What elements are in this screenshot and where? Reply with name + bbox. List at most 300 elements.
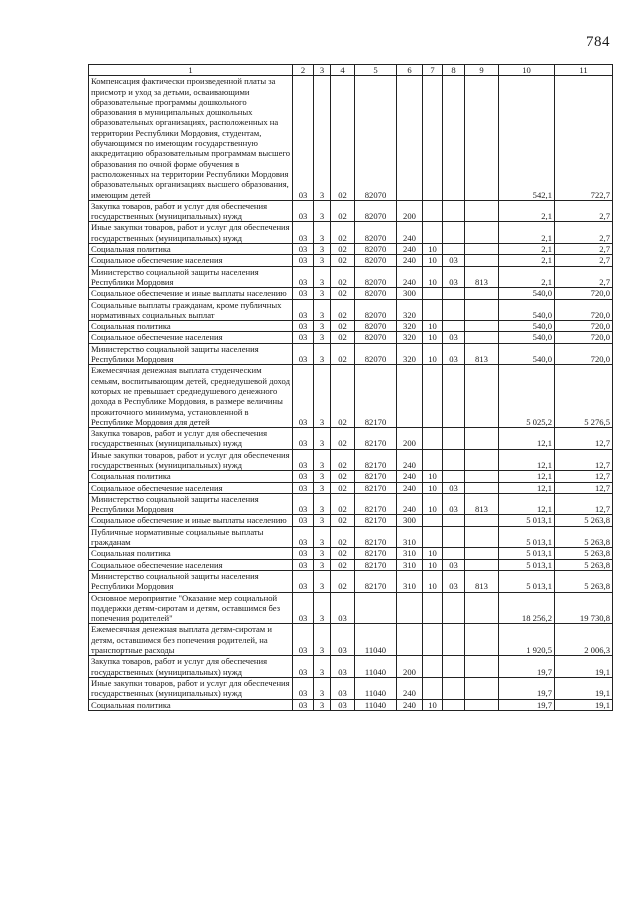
amount-cell: 12,1 [499,449,555,471]
code-cell: 03 [293,299,314,321]
amount-cell: 1 920,5 [499,624,555,656]
table-row [89,493,613,515]
table-row [89,266,613,288]
code-cell [443,76,465,201]
code-cell: 03 [293,321,314,332]
code-cell [465,471,499,482]
code-cell [443,656,465,678]
table-row [89,570,613,592]
code-cell: 3 [314,471,331,482]
code-cell [443,222,465,244]
amount-cell: 5 013,1 [499,570,555,592]
code-cell: 3 [314,592,331,624]
item-name-cell: Министерство социальной защиты населения Республики Мордовия [89,493,293,515]
item-name-cell: Иные закупки товаров, работ и услуг для обеспечения государственных (муниципальных) нужд [89,449,293,471]
code-cell: 02 [331,515,355,526]
code-cell: 03 [443,570,465,592]
item-name-cell: Социальная политика [89,471,293,482]
code-cell: 03 [331,624,355,656]
code-cell [423,428,443,450]
amount-cell: 5 013,1 [499,559,555,570]
code-cell: 200 [397,200,423,222]
code-cell [355,592,397,624]
amount-cell: 542,1 [499,76,555,201]
item-name-cell: Социальная политика [89,548,293,559]
code-cell: 03 [443,482,465,493]
item-name-cell: Компенсация фактически произведенной платы за присмотр и уход за детьми, осваивающими образовательные программы дошкольного образования в муниципальных дошкольных образовательных организациях, расположенных на территории Республики Мордовия, студентам, обучающимся по имеющим государственную аккредитацию образовательным программам высшего образования по очной форме обучения в расположенных на территории Республики Мордовия образовательных организациях высшего образования, имеющим детей [89,76,293,201]
table-row [89,482,613,493]
code-cell: 82070 [355,288,397,299]
table-row [89,449,613,471]
column-header: 5 [355,65,397,76]
code-cell [443,365,465,428]
item-name-cell: Ежемесячная денежная выплата студенческим семьям, воспитывающим детей, среднедушевой доход которых не превышает среднедушевого денежного дохода в Республике Мордовия, в размере величины прожиточного минимума, установленной в Республике Мордовия для детей [89,365,293,428]
code-cell: 3 [314,624,331,656]
code-cell: 03 [443,332,465,343]
code-cell: 310 [397,548,423,559]
code-cell: 3 [314,200,331,222]
code-cell [443,200,465,222]
code-cell [465,299,499,321]
code-cell: 300 [397,288,423,299]
code-cell: 10 [423,321,443,332]
amount-cell: 2,7 [555,222,613,244]
code-cell [397,592,423,624]
code-cell: 82170 [355,471,397,482]
amount-cell: 720,0 [555,343,613,365]
code-cell [423,515,443,526]
code-cell [443,244,465,255]
code-cell [465,699,499,710]
code-cell: 3 [314,266,331,288]
code-cell: 240 [397,699,423,710]
code-cell [465,526,499,548]
code-cell: 240 [397,244,423,255]
code-cell: 813 [465,343,499,365]
code-cell [423,299,443,321]
column-header: 9 [465,65,499,76]
item-name-cell: Закупка товаров, работ и услуг для обеспечения государственных (муниципальных) нужд [89,200,293,222]
code-cell: 03 [293,471,314,482]
table-row [89,365,613,428]
item-name-cell: Основное мероприятие "Оказание мер социальной поддержки детям-сиротам и детям, оставшимся без попечения родителей" [89,592,293,624]
amount-cell: 5 263,8 [555,548,613,559]
code-cell: 3 [314,365,331,428]
code-cell: 240 [397,255,423,266]
code-cell: 02 [331,222,355,244]
code-cell: 02 [331,299,355,321]
code-cell: 320 [397,343,423,365]
amount-cell: 540,0 [499,321,555,332]
amount-cell: 19,1 [555,699,613,710]
code-cell: 03 [293,76,314,201]
code-cell: 3 [314,255,331,266]
amount-cell: 5 263,8 [555,570,613,592]
code-cell [465,428,499,450]
code-cell: 3 [314,332,331,343]
code-cell: 03 [293,332,314,343]
code-cell: 11040 [355,656,397,678]
code-cell: 82170 [355,570,397,592]
code-cell: 03 [293,222,314,244]
table-row [89,200,613,222]
table-row [89,321,613,332]
amount-cell: 2 006,3 [555,624,613,656]
column-header: 1 [89,65,293,76]
code-cell: 82170 [355,559,397,570]
code-cell: 82070 [355,266,397,288]
code-cell: 320 [397,332,423,343]
code-cell [465,559,499,570]
amount-cell: 19,7 [499,699,555,710]
table-row [89,526,613,548]
code-cell: 240 [397,266,423,288]
code-cell: 3 [314,656,331,678]
code-cell: 3 [314,321,331,332]
item-name-cell: Министерство социальной защиты населения Республики Мордовия [89,570,293,592]
code-cell: 10 [423,493,443,515]
column-header: 3 [314,65,331,76]
page-number: 784 [586,34,610,50]
code-cell: 200 [397,656,423,678]
code-cell [465,548,499,559]
code-cell: 03 [293,677,314,699]
amount-cell: 5 276,5 [555,365,613,428]
code-cell: 200 [397,428,423,450]
code-cell [423,677,443,699]
table-row [89,592,613,624]
item-name-cell: Закупка товаров, работ и услуг для обеспечения государственных (муниципальных) нужд [89,428,293,450]
code-cell: 02 [331,471,355,482]
amount-cell: 5 025,2 [499,365,555,428]
code-cell: 3 [314,515,331,526]
code-cell [443,677,465,699]
code-cell: 3 [314,699,331,710]
code-cell: 02 [331,526,355,548]
code-cell: 03 [293,244,314,255]
item-name-cell: Публичные нормативные социальные выплаты гражданам [89,526,293,548]
code-cell [423,592,443,624]
code-cell: 03 [293,592,314,624]
code-cell: 10 [423,471,443,482]
code-cell: 03 [331,677,355,699]
code-cell [443,526,465,548]
code-cell: 03 [293,624,314,656]
code-cell: 02 [331,343,355,365]
code-cell: 813 [465,266,499,288]
code-cell: 82070 [355,76,397,201]
amount-cell: 19 730,8 [555,592,613,624]
code-cell: 3 [314,548,331,559]
code-cell [465,288,499,299]
table-row [89,515,613,526]
table-row [89,656,613,678]
amount-cell: 720,0 [555,288,613,299]
code-cell [397,76,423,201]
code-cell [443,471,465,482]
code-cell: 3 [314,677,331,699]
table-header-row [89,65,613,76]
code-cell: 240 [397,471,423,482]
code-cell: 02 [331,266,355,288]
item-name-cell: Министерство социальной защиты населения Республики Мордовия [89,343,293,365]
code-cell: 03 [293,559,314,570]
code-cell: 03 [293,699,314,710]
item-name-cell: Социальное обеспечение населения [89,255,293,266]
item-name-cell: Социальное обеспечение и иные выплаты населению [89,515,293,526]
code-cell: 03 [293,288,314,299]
amount-cell: 2,7 [555,266,613,288]
table-row [89,343,613,365]
code-cell: 10 [423,332,443,343]
amount-cell: 5 263,8 [555,526,613,548]
code-cell: 300 [397,515,423,526]
code-cell [397,365,423,428]
item-name-cell: Закупка товаров, работ и услуг для обеспечения государственных (муниципальных) нужд [89,656,293,678]
amount-cell: 720,0 [555,299,613,321]
code-cell: 02 [331,321,355,332]
amount-cell: 722,7 [555,76,613,201]
code-cell [465,76,499,201]
code-cell: 3 [314,559,331,570]
item-name-cell: Социальная политика [89,244,293,255]
code-cell [465,244,499,255]
table-row [89,624,613,656]
code-cell [423,656,443,678]
column-header: 7 [423,65,443,76]
code-cell: 82170 [355,482,397,493]
code-cell: 3 [314,428,331,450]
item-name-cell: Социальная политика [89,699,293,710]
code-cell [465,255,499,266]
code-cell: 03 [293,526,314,548]
code-cell: 10 [423,266,443,288]
code-cell: 3 [314,449,331,471]
code-cell: 03 [293,482,314,493]
code-cell [465,592,499,624]
code-cell: 03 [293,266,314,288]
code-cell: 03 [293,570,314,592]
code-cell: 82070 [355,299,397,321]
code-cell: 02 [331,493,355,515]
code-cell: 82070 [355,343,397,365]
code-cell: 03 [293,343,314,365]
code-cell: 3 [314,482,331,493]
amount-cell: 720,0 [555,332,613,343]
item-name-cell: Министерство социальной защиты населения Республики Мордовия [89,266,293,288]
code-cell [443,592,465,624]
code-cell [465,677,499,699]
code-cell: 03 [331,592,355,624]
amount-cell: 2,1 [499,266,555,288]
code-cell: 3 [314,222,331,244]
code-cell: 3 [314,244,331,255]
table-row [89,288,613,299]
code-cell: 320 [397,321,423,332]
code-cell [423,222,443,244]
code-cell: 02 [331,365,355,428]
column-header: 11 [555,65,613,76]
code-cell: 03 [293,656,314,678]
code-cell: 813 [465,570,499,592]
code-cell: 10 [423,255,443,266]
code-cell: 82070 [355,222,397,244]
code-cell: 02 [331,559,355,570]
code-cell: 11040 [355,624,397,656]
code-cell: 02 [331,255,355,266]
code-cell: 03 [293,200,314,222]
code-cell [443,699,465,710]
code-cell: 03 [331,699,355,710]
code-cell [423,365,443,428]
amount-cell: 12,1 [499,428,555,450]
amount-cell: 19,1 [555,677,613,699]
code-cell [465,449,499,471]
code-cell: 03 [293,493,314,515]
code-cell: 813 [465,493,499,515]
code-cell: 02 [331,76,355,201]
code-cell [423,76,443,201]
code-cell: 11040 [355,677,397,699]
amount-cell: 12,7 [555,471,613,482]
amount-cell: 5 263,8 [555,559,613,570]
code-cell: 10 [423,482,443,493]
amount-cell: 5 013,1 [499,526,555,548]
column-header: 4 [331,65,355,76]
code-cell: 240 [397,482,423,493]
code-cell: 240 [397,449,423,471]
code-cell: 03 [443,343,465,365]
code-cell: 3 [314,299,331,321]
amount-cell: 540,0 [499,332,555,343]
item-name-cell: Социальное обеспечение населения [89,559,293,570]
code-cell: 240 [397,222,423,244]
amount-cell: 540,0 [499,288,555,299]
code-cell: 82170 [355,493,397,515]
amount-cell: 2,1 [499,222,555,244]
code-cell: 82070 [355,321,397,332]
code-cell [443,624,465,656]
item-name-cell: Ежемесячная денежная выплата детям-сиротам и детям, оставшимся без попечения родителей, на транспортные расходы [89,624,293,656]
code-cell: 02 [331,428,355,450]
column-header: 10 [499,65,555,76]
table-row [89,222,613,244]
amount-cell: 2,7 [555,255,613,266]
code-cell: 03 [443,266,465,288]
table-row [89,699,613,710]
amount-cell: 19,1 [555,656,613,678]
item-name-cell: Иные закупки товаров, работ и услуг для обеспечения государственных (муниципальных) нужд [89,222,293,244]
item-name-cell: Социальная политика [89,321,293,332]
code-cell: 02 [331,288,355,299]
code-cell [423,200,443,222]
code-cell: 10 [423,343,443,365]
code-cell: 11040 [355,699,397,710]
table-row [89,244,613,255]
code-cell: 3 [314,526,331,548]
amount-cell: 12,7 [555,493,613,515]
amount-cell: 540,0 [499,343,555,365]
column-header: 2 [293,65,314,76]
amount-cell: 540,0 [499,299,555,321]
code-cell: 3 [314,570,331,592]
code-cell: 320 [397,299,423,321]
code-cell: 240 [397,493,423,515]
code-cell [423,449,443,471]
item-name-cell: Социальное обеспечение населения [89,482,293,493]
column-header: 8 [443,65,465,76]
code-cell [423,624,443,656]
amount-cell: 12,1 [499,493,555,515]
code-cell: 10 [423,244,443,255]
item-name-cell: Социальное обеспечение и иные выплаты населению [89,288,293,299]
amount-cell: 5 013,1 [499,515,555,526]
code-cell [465,656,499,678]
table-row [89,76,613,201]
amount-cell: 12,7 [555,449,613,471]
code-cell: 03 [293,428,314,450]
code-cell [423,288,443,299]
code-cell: 02 [331,482,355,493]
code-cell: 03 [331,656,355,678]
code-cell: 82070 [355,200,397,222]
amount-cell: 2,1 [499,244,555,255]
code-cell: 02 [331,548,355,559]
budget-table [88,64,613,711]
amount-cell: 18 256,2 [499,592,555,624]
code-cell [443,299,465,321]
table-row [89,332,613,343]
code-cell [465,482,499,493]
code-cell: 82170 [355,515,397,526]
code-cell: 02 [331,200,355,222]
code-cell [465,222,499,244]
code-cell: 82070 [355,332,397,343]
code-cell: 03 [443,493,465,515]
code-cell: 82170 [355,449,397,471]
code-cell: 82170 [355,548,397,559]
code-cell: 240 [397,677,423,699]
amount-cell: 2,1 [499,200,555,222]
code-cell [443,515,465,526]
code-cell [423,526,443,548]
code-cell [465,515,499,526]
code-cell: 82170 [355,526,397,548]
code-cell: 02 [331,332,355,343]
code-cell: 82170 [355,428,397,450]
code-cell: 03 [293,548,314,559]
code-cell [465,200,499,222]
item-name-cell: Социальные выплаты гражданам, кроме публичных нормативных социальных выплат [89,299,293,321]
code-cell [397,624,423,656]
code-cell [443,548,465,559]
code-cell: 03 [293,255,314,266]
column-header: 6 [397,65,423,76]
amount-cell: 2,1 [499,255,555,266]
code-cell: 03 [293,449,314,471]
code-cell: 03 [443,255,465,266]
code-cell: 03 [293,515,314,526]
amount-cell: 19,7 [499,677,555,699]
code-cell: 02 [331,449,355,471]
code-cell: 310 [397,570,423,592]
code-cell [465,332,499,343]
code-cell: 3 [314,288,331,299]
code-cell [443,449,465,471]
code-cell: 02 [331,244,355,255]
table-body [89,76,613,711]
table-row [89,559,613,570]
